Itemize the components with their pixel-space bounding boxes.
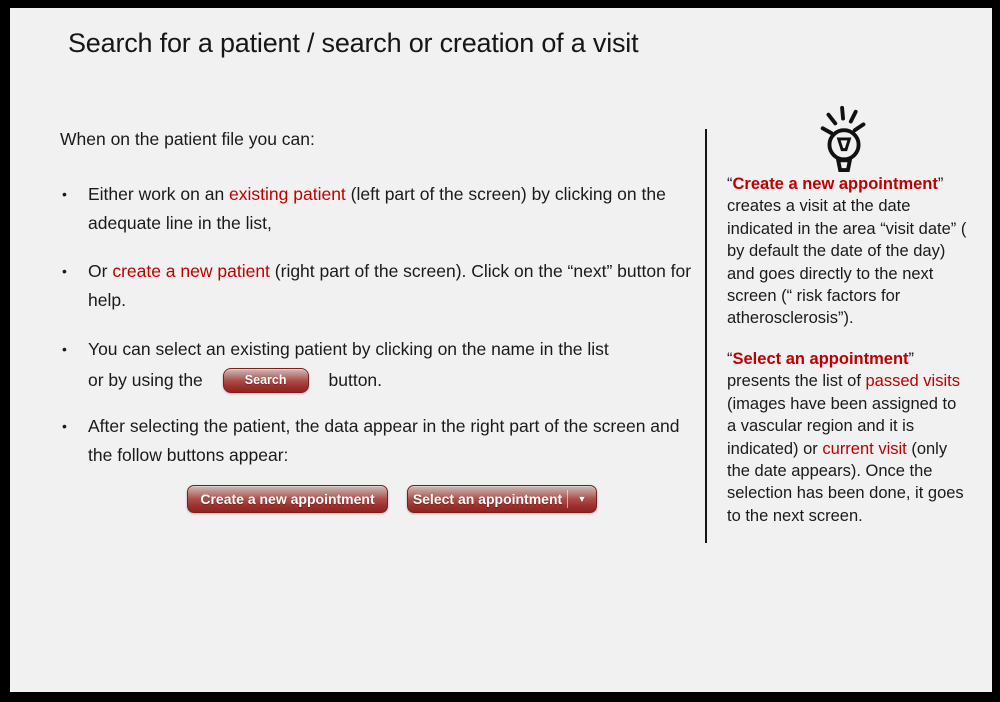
bullet-icon: • [62,263,67,279]
bullet-text-line [88,364,702,396]
sidebar-note-create-appointment [727,173,967,330]
create-appointment-button[interactable]: Create a new appointment [187,485,388,513]
intro-text: When on the patient file you can: [60,129,315,149]
appointment-buttons-row [187,485,597,513]
quote-mark: “ [727,350,733,368]
sidebar-text-segment: ” creates a visit at the date indicated in the area “visit date” ( by default the date of the day) and goes directly to the next screen (“ risk factors for atherosclerosis”). [727,175,967,328]
bullet-text [88,257,702,315]
bullet-text-segment: or by using the [88,369,203,390]
inline-highlight: Select an appointment [732,350,909,368]
inline-highlight: existing patient [229,184,346,204]
bullet-text-segment: button. [328,369,383,390]
search-button[interactable]: Search [223,368,309,393]
sidebar-text-segment: ” presents the list of [727,350,915,391]
inline-highlight: current visit [822,439,907,458]
bullet-icon: • [62,186,67,202]
page-title: Search for a patient / search or creation of a visit [68,28,639,58]
select-appointment-button[interactable] [407,485,597,513]
bullet-text-line: You can select an existing patient by clicking on the name in the list [88,339,609,359]
sidebar-note-select-appointment [727,348,967,527]
vertical-divider [705,129,707,543]
bullet-text-segment: Either work on an [88,184,230,204]
select-appointment-label: Select an appointment [412,491,563,507]
bullet-text: After selecting the patient, the data appear in the right part of the screen and the follow buttons appear: [88,416,680,465]
sidebar-text-segment: (only the date appears). Once the selection has been done, it goes to the next screen. [727,439,964,525]
bullet-item-existing-patient [62,180,702,238]
sidebar-text-segment: (images have been assigned to a vascular region and it is indicated) or [727,394,957,458]
bullet-item-after-selecting [62,412,702,470]
inline-highlight: Create a new appointment [732,175,938,193]
inline-highlight: passed visits [865,372,960,391]
bullet-text-segment: (left part of the screen) by clicking on the adequate line in the list, [88,184,666,233]
bullet-item-select-patient [62,335,702,396]
lightbulb-icon [811,98,879,181]
bullet-text-segment: (right part of the screen). Click on the “next” button for help. [88,261,692,310]
slide [10,8,992,692]
bullet-icon: • [62,418,67,434]
bullet-icon: • [62,341,67,357]
bullet-text [88,335,702,396]
bullet-text-segment: Or [88,261,113,281]
bullet-text [88,180,702,238]
bullet-item-create-patient [62,257,702,315]
quote-mark: “ [727,175,733,193]
chevron-down-icon[interactable]: ▼ [577,494,587,504]
inline-highlight: create a new patient [112,261,270,281]
